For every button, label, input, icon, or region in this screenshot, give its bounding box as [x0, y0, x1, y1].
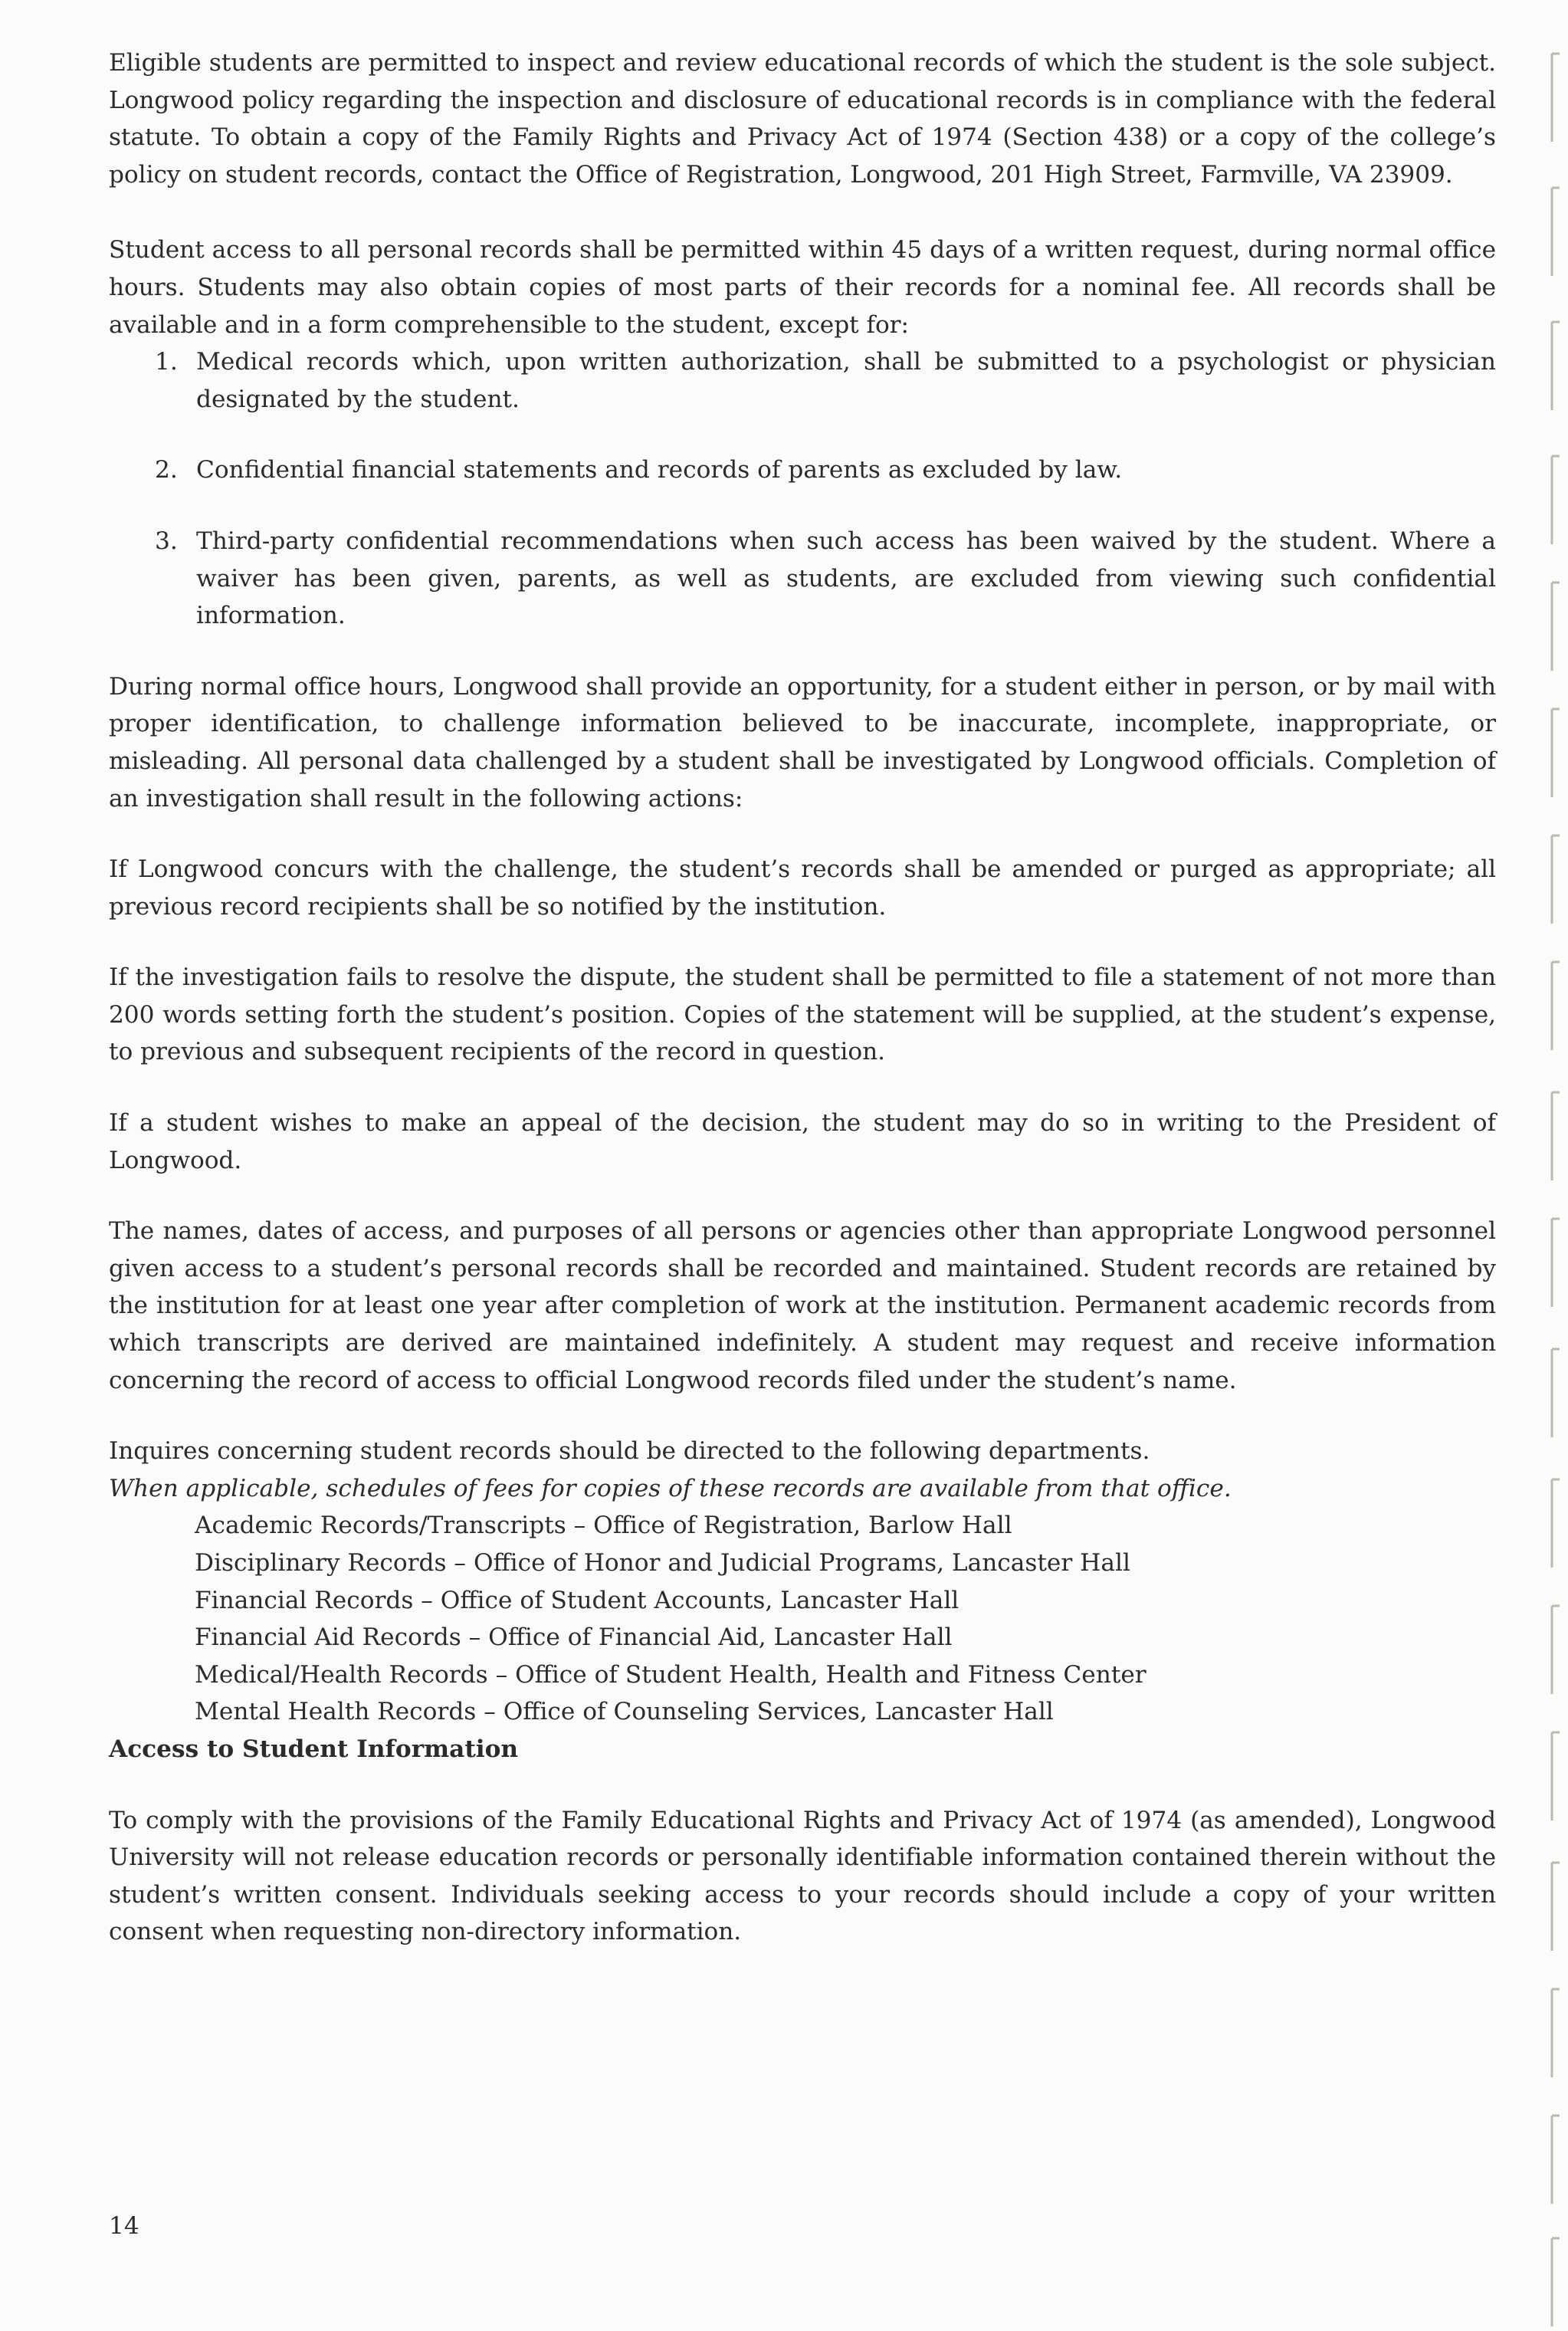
binding-tick: [1552, 1732, 1560, 1820]
binding-tick: [1552, 54, 1560, 142]
binding-tick: [1552, 1863, 1560, 1951]
binding-tick: [1552, 1989, 1560, 2077]
binding-tick: [1552, 962, 1560, 1050]
binding-tick: [1552, 1606, 1560, 1694]
exception-text: Medical records which, upon written authorization, shall be submitted to a psychologist or physician designated by the student.: [196, 348, 1496, 413]
binding-ticks: [1552, 54, 1560, 2326]
inquiries-paragraph: Inquires concerning student records should be directed to the following departments.: [109, 1437, 1150, 1466]
intro-paragraph-inspection: Eligible students are permitted to inspect and review educational records of which the student is the sole subject. Longwood policy regarding the inspection and disclosure of educational records is in compliance with the federal statute. To obtain a copy of the Family Rights and Privacy Act of 1974 (Section 438) or a copy of the college’s policy on student records, contact the Office of Registration, Longwood, 201 High Street, Farmville, VA 23909.: [109, 49, 1496, 189]
exception-text: Third-party confidential recommendations when such access has been waived by the student. Where a waiver has been given, parents, as well as students, are excluded from viewing such confidential information.: [196, 527, 1496, 630]
exception-text: Confidential financial statements and records of parents as excluded by law.: [196, 456, 1123, 484]
exception-item: [109, 343, 1496, 418]
department-list: [109, 1507, 1496, 1731]
binding-tick: [1552, 2116, 1560, 2204]
department-item: Academic Records/Transcripts – Office of Registration, Barlow Hall: [195, 1512, 1012, 1540]
page-number: 14: [109, 2212, 139, 2240]
concurs-paragraph: If Longwood concurs with the challenge, the student’s records shall be amended or purged as appropriate; all previous record recipients shall be so notified by the institution.: [109, 855, 1496, 921]
retention-paragraph: The names, dates of access, and purposes of all persons or agencies other than appropriate Longwood personnel given access to a student’s personal records shall be recorded and maintained. Student records are retained by the institution for at least one year after completion of work at the institution. Permanent academic records from which transcripts are derived are maintained indefinitely. A student may request and receive information concerning the record of access to official Longwood records filed under the student’s name.: [109, 1217, 1496, 1394]
dispute-paragraph: If the investigation fails to resolve the dispute, the student shall be permitted to file a statement of not more than 200 words setting forth the student’s position. Copies of the statement will be supplied, at the student’s expense, to previous and subsequent recipients of the record in question.: [109, 964, 1496, 1066]
binding-tick: [1552, 188, 1560, 276]
binding-tick: [1552, 709, 1560, 797]
exception-item: [109, 523, 1496, 635]
department-item: Disciplinary Records – Office of Honor and Judicial Programs, Lancaster Hall: [195, 1549, 1130, 1577]
exception-item: [109, 451, 1496, 489]
binding-tick: [1552, 583, 1560, 671]
department-item: Financial Aid Records – Office of Financial Aid, Lancaster Hall: [195, 1623, 953, 1652]
binding-tick: [1552, 322, 1560, 410]
binding-tick: [1552, 1092, 1560, 1180]
binding-tick: [1552, 836, 1560, 924]
binding-tick: [1552, 2238, 1560, 2326]
exception-number: 2.: [155, 456, 178, 484]
binding-margin-marks: [1537, 0, 1568, 2331]
exceptions-list: [109, 343, 1496, 635]
binding-tick: [1552, 1479, 1560, 1568]
intro-paragraph-access: Student access to all personal records shall be permitted within 45 days of a written request, during normal office hours. Students may also obtain copies of most parts of their records for a nominal fee. All records shall be available and in a form comprehensible to the student, except for:: [109, 236, 1496, 339]
appeal-paragraph: If a student wishes to make an appeal of the decision, the student may do so in writing to the President of Longwood.: [109, 1109, 1496, 1174]
department-item: Financial Records – Office of Student Accounts, Lancaster Hall: [195, 1586, 959, 1614]
section-paragraph: To comply with the provisions of the Family Educational Rights and Privacy Act of 1974 (as amended), Longwood University will not release education records or personally identifiable information contained therein without the student’s written consent. Individuals seeking access to your records should include a copy of your written consent when requesting non-directory information.: [109, 1806, 1496, 1946]
binding-tick: [1552, 1219, 1560, 1307]
exception-number: 3.: [155, 527, 178, 555]
section-heading: Access to Student Information: [109, 1735, 519, 1763]
challenge-paragraph: During normal office hours, Longwood shall provide an opportunity, for a student either in person, or by mail with proper identification, to challenge information believed to be inaccurate, incomplete, inappropriate, or misleading. All personal data challenged by a student shall be investigated by Longwood officials. Completion of an investigation shall result in the following actions:: [109, 672, 1496, 813]
department-item: Mental Health Records – Office of Counseling Services, Lancaster Hall: [195, 1698, 1054, 1726]
document-body: [109, 44, 1496, 1951]
binding-tick: [1552, 1349, 1560, 1437]
binding-tick: [1552, 456, 1560, 544]
department-item: Medical/Health Records – Office of Student Health, Health and Fitness Center: [195, 1660, 1146, 1689]
fees-note: When applicable, schedules of fees for copies of these records are available from that office.: [109, 1474, 1232, 1502]
exception-number: 1.: [155, 348, 178, 376]
